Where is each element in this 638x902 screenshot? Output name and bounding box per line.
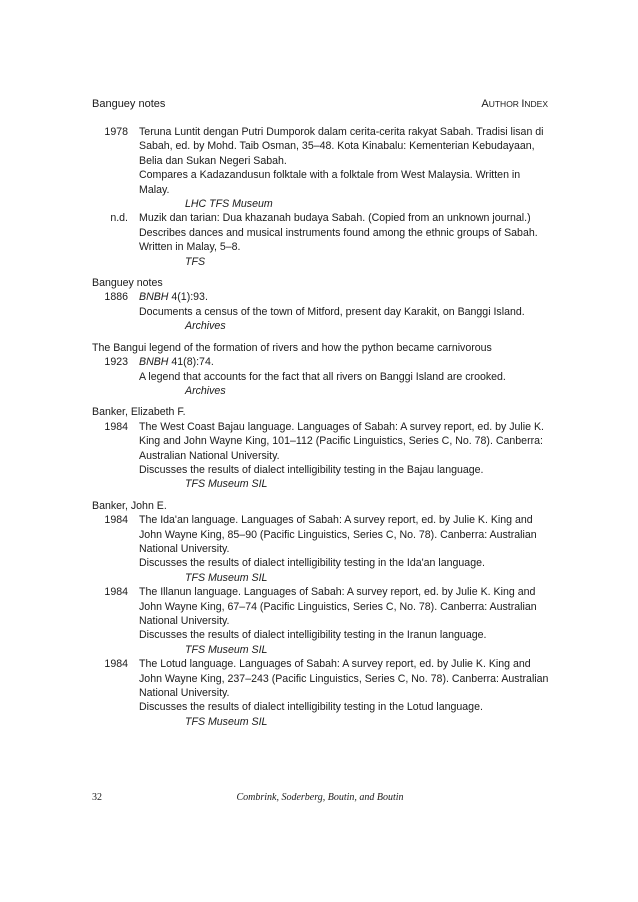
author-heading: Banguey notes: [92, 277, 163, 290]
entry-year: 1923: [104, 356, 128, 369]
entry-location: TFS Museum SIL: [185, 478, 268, 491]
entry-description: Describes dances and musical instruments found among the ethnic groups of Sabah. Written in Malay, 5–8.: [139, 226, 538, 254]
entry-description: Discusses the results of dialect intelligibility testing in the Ida'an language.: [139, 557, 485, 570]
entry-description: A legend that accounts for the fact that all rivers on Banggi Island are crooked.: [139, 370, 506, 383]
header-right-smallcaps-i: NDEX: [524, 99, 548, 109]
entry-location: TFS: [185, 255, 206, 268]
header-right-title: [481, 97, 548, 111]
author-heading: The Bangui legend of the formation of rivers and how the python became carnivorous: [92, 341, 492, 354]
entry-location: TFS Museum SIL: [185, 643, 268, 656]
bibliography-entry: [92, 513, 552, 585]
entry-citation: Teruna Luntit dengan Putri Dumporok dalam cerita-cerita rakyat Sabah. Tradisi lisan di Sabah, ed. by Mohd. Taib Osman, 35–48. Kota Kinabalu: Kementerian Kebudayaan, Belia dan Sukan Negeri Sabah.: [139, 126, 544, 167]
header-right-smallcaps-a: UTHOR: [488, 99, 522, 109]
entry-description: Documents a census of the town of Mitford, present day Karakit, on Banggi Island.: [139, 305, 525, 318]
entry-citation-volume: 41(8):74.: [168, 356, 214, 369]
page-number: 32: [92, 792, 102, 803]
entry-group: [92, 341, 552, 399]
entry-year: 1984: [104, 658, 128, 671]
entry-citation: The Ida'an language. Languages of Sabah: A survey report, ed. by Julie K. King and John Wayne King, 85–90 (Pacific Linguistics, Series C, No. 78). Canberra: Australian National University.: [139, 514, 537, 555]
entry-citation-journal: BNBH: [139, 356, 169, 369]
footer-authors: Combrink, Soderberg, Boutin, and Boutin: [236, 792, 404, 803]
entry-location: LHC TFS Museum: [185, 198, 273, 211]
entry-location: Archives: [185, 320, 226, 333]
entry-year: 1984: [104, 514, 128, 527]
bibliography-entry: [92, 125, 552, 211]
author-heading: Banker, John E.: [92, 499, 167, 512]
header-right-cap-i: I: [521, 98, 525, 110]
entry-year: 1978: [104, 126, 128, 138]
entry-citation-journal: BNBH: [139, 291, 169, 304]
header-right-cap-a: A: [481, 98, 489, 110]
entry-citation: The Illanun language. Languages of Sabah: A survey report, ed. by Julie K. King and John Wayne King, 67–74 (Pacific Linguistics, Series C, No. 78). Canberra: Australian National University.: [139, 586, 537, 627]
entry-citation: [139, 355, 552, 369]
bibliography-body: [92, 125, 552, 729]
bibliography-entry: [92, 420, 552, 492]
entry-citation: Muzik dan tarian: Dua khazanah budaya Sabah. (Copied from an unknown journal.): [139, 212, 531, 225]
group-spacer: [92, 398, 552, 405]
entry-location: Archives: [185, 384, 226, 397]
entry-year: 1984: [104, 586, 128, 599]
entry-year: 1886: [104, 291, 128, 304]
bibliography-entry: [92, 657, 552, 729]
entry-group: [92, 276, 552, 334]
entry-location: TFS Museum SIL: [185, 715, 268, 728]
entry-year: n.d.: [110, 212, 128, 225]
running-header: [92, 97, 548, 111]
group-spacer: [92, 269, 552, 276]
header-left-title: Banguey notes: [92, 98, 166, 110]
entry-group: [92, 405, 552, 491]
entry-description: Discusses the results of dialect intelligibility testing in the Lotud language.: [139, 701, 483, 714]
group-spacer: [92, 492, 552, 499]
bibliography-entry: [92, 585, 552, 657]
entry-description: Discusses the results of dialect intelligibility testing in the Iranun language.: [139, 629, 487, 642]
entry-citation: The West Coast Bajau language. Languages of Sabah: A survey report, ed. by Julie K. King and John Wayne King, 101–112 (Pacific Linguistics, Series C, No. 78). Canberra: Australian National University.: [139, 420, 544, 462]
entry-location: TFS Museum SIL: [185, 571, 268, 584]
entry-citation: [139, 290, 552, 304]
entry-description: Discusses the results of dialect intelligibility testing in the Bajau language.: [139, 463, 484, 476]
bibliography-entry: [92, 211, 552, 269]
entry-description: Compares a Kadazandusun folktale with a folktale from West Malaysia. Written in Malay.: [139, 169, 521, 196]
bibliography-entry: [92, 290, 552, 333]
entry-group: [92, 499, 552, 730]
entry-citation-volume: 4(1):93.: [168, 291, 208, 304]
entry-citation: The Lotud language. Languages of Sabah: A survey report, ed. by Julie K. King and John Wayne King, 237–243 (Pacific Linguistics, Series C, No. 78). Canberra: Australian National University.: [139, 658, 549, 700]
bibliography-entry: [92, 355, 552, 398]
entry-year: 1984: [104, 420, 128, 433]
entry-group: [92, 125, 552, 269]
group-spacer: [92, 334, 552, 341]
author-heading: Banker, Elizabeth F.: [92, 406, 186, 419]
